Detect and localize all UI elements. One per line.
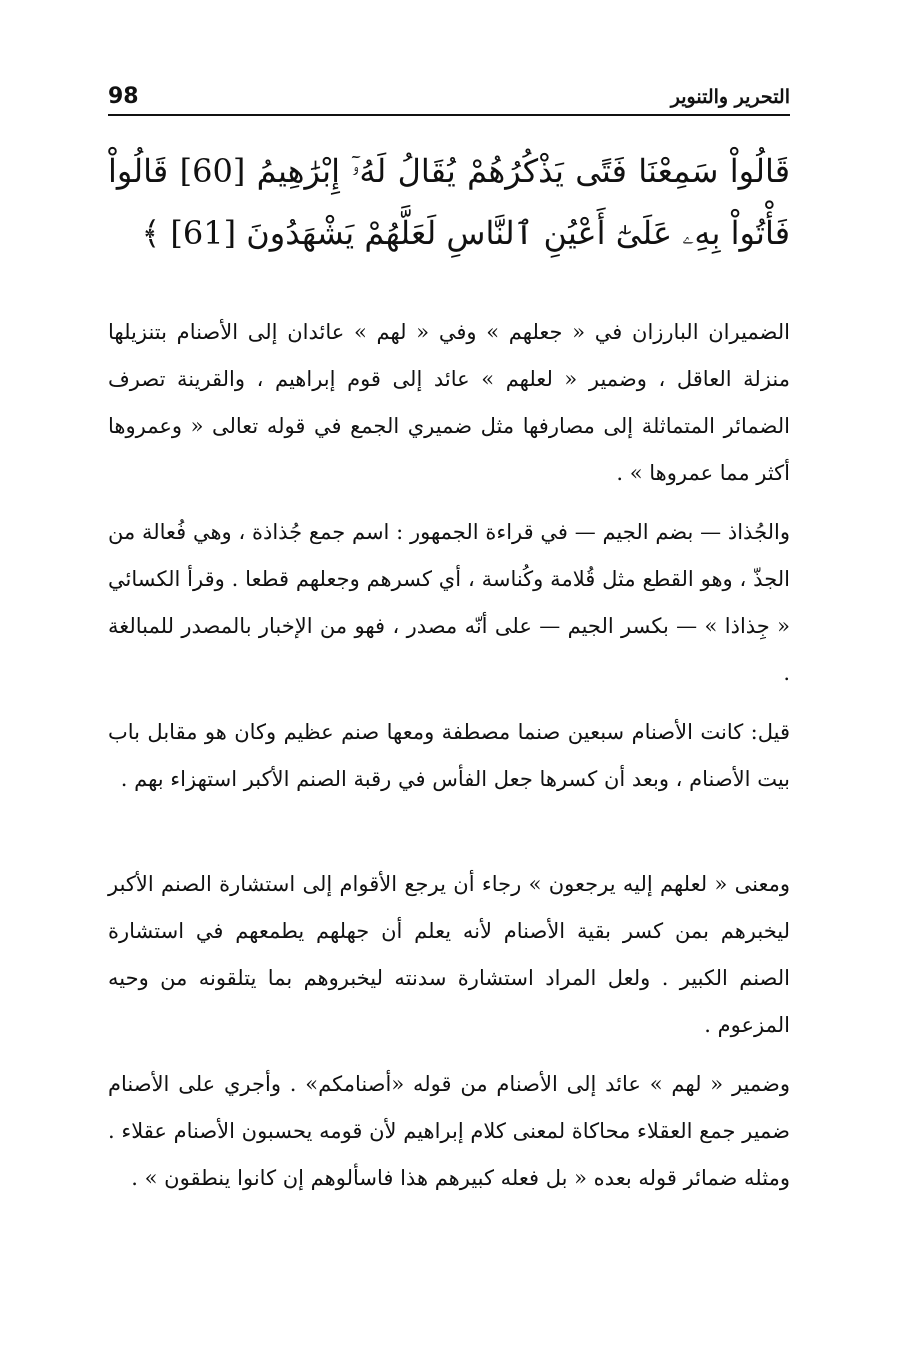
paragraph-1: الضميران البارزان في « جعلهم » وفي « لهم » عائدان إلى الأصنام بتنزيلها منزلة العاقل ، وضمير « لعلهم » عائد إلى قوم إبراهيم ، والقرينة تصرف الضمائر المتماثلة إلى مصارفها مثل ضميري الجمع في قوله تعالى « وعمروها أكثر مما عمروها » . bbox=[108, 320, 790, 485]
page-header bbox=[108, 80, 790, 116]
book-title: التحرير والتنوير bbox=[670, 86, 790, 108]
paragraph-2: والجُذاذ — بضم الجيم — في قراءة الجمهور : اسم جمع جُذاذة ، وهي فُعالة من الجذّ ، وهو القطع مثل قُلامة وكُناسة ، أي كسرهم وجعلهم قطعا . وقرأ الكسائي « جِذاذا » — بكسر الجيم — على أنّه مصدر ، فهو من الإخبار بالمصدر للمبالغة . bbox=[108, 520, 790, 685]
page-number: 98 bbox=[108, 84, 139, 109]
paragraph-4: ومعنى « لعلهم إليه يرجعون » رجاء أن يرجع الأقوام إلى استشارة الصنم الأكبر ليخبرهم بمن كسر بقية الأصنام لأنه يعلم أن جهلهم يطمعهم في استشارة الصنم الكبير . ولعل المراد استشارة سدنته ليخبروهم بما يتلقونه من وحيه المزعوم . bbox=[108, 872, 790, 1037]
paragraph-5: وضمير « لهم » عائد إلى الأصنام من قوله «أصنامكم» . وأجري على الأصنام ضمير جمع العقلاء محاكاة لمعنى كلام إبراهيم لأن قومه يحسبون الأصنام عقلاء . ومثله ضمائر قوله بعده « بل فعله كبيرهم هذا فاسألوهم إن كانوا ينطقون » . bbox=[108, 1072, 790, 1190]
paragraph-3: قيل: كانت الأصنام سبعين صنما مصطفة ومعها صنم عظيم وكان هو مقابل باب بيت الأصنام ، وبعد أن كسرها جعل الفأس في رقبة الصنم الأكبر استهزاء بهم . bbox=[108, 720, 790, 791]
quran-verse: قَالُواْ سَمِعْنَا فَتًى يَذْكُرُهُمْ يُقَالُ لَهُۥٓ إِبْرَٰهِيمُ [60] قَالُواْ فَأْتُواْ بِهِۦ عَلَىٰٓ أَعْيُنِ ٱلنَّاسِ لَعَلَّهُمْ يَشْهَدُونَ [61] ﴾ bbox=[108, 152, 791, 252]
